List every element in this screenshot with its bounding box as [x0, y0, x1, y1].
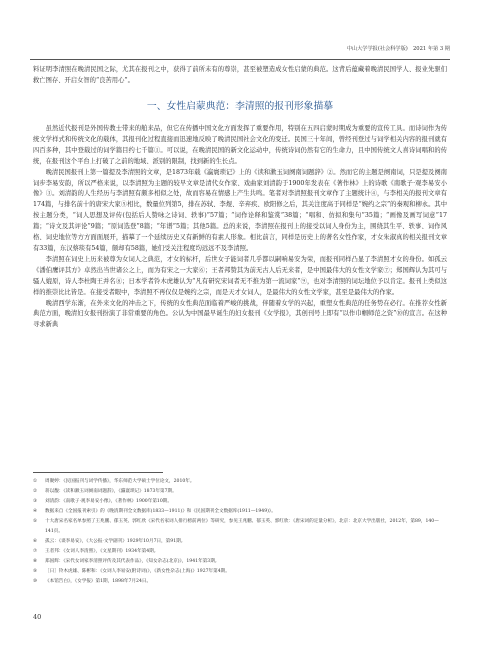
footnote [33, 487, 447, 497]
footnote-text: 数据来自《全国报刊索引》的《晚清期刊全文数据库(1833—1911)》和《民国期刊全文数据库(1911—1949)》。 [45, 509, 276, 514]
footnote-text: ［日］铃木虎雄、陈彬和：《女词人李易安(附诗词)》，《新女性杂志(上海)》1927年第4期。 [45, 569, 230, 574]
footnote-text: 十大唐宋名家名单参照了王兆鹏、郁玉英、郭红欣《宋代名家词人排行榜前两位》等研究，参见王兆鹏、郁玉英、郭红欣：《唐宋词的定量分析》，北京：北京大学出版社，2012年，第89，140—141页。 [45, 519, 439, 534]
intro-paragraph [33, 65, 447, 87]
footnote-number: ⑩ [33, 579, 38, 584]
page-number: 40 [33, 613, 42, 621]
footnote-rule [33, 472, 163, 473]
footnote [33, 507, 447, 517]
footnote [33, 517, 447, 537]
footnote-number: ⑤ [33, 519, 38, 524]
header-rule [30, 59, 450, 60]
footnote-number: ⑦ [33, 549, 38, 554]
running-head: 中山大学学报(社会科学版) 2021 年第 3 期 [346, 46, 450, 52]
footnote [33, 537, 447, 547]
footnote-number: ① [33, 479, 38, 484]
footnote-number: ⑨ [33, 569, 38, 574]
footnote-number: ④ [33, 509, 38, 514]
main-body [33, 124, 447, 331]
footnote [33, 477, 447, 487]
footnote-text: 蒋以馥：《读和漱玉词阕南词题辞》，《瀛寰琐记》1873年第7期。 [45, 489, 177, 494]
footnote [33, 557, 447, 567]
footnote-text: 周聚婷：《民国报刊与词学传播》，华东师范大学硕士学位论文，2010年。 [45, 479, 195, 484]
body-paragraph-2: 晚清民国报刊上第一篇提及李清照的文章，是1873年载《瀛寰琐记》上的《读和漱玉词阕南词题辞》②。然而它的主题是阕南词，只是提及阕南词步李易安韵，所以严格来说，以李清照为主题的较早文章是清代女作家、戏曲家刘清韵于1900年发表在《著作林》上的诗歌《南歌子·观李易安小像》③。刘清韵的人生经历与李清照有颇多相似之处，故而容易在情感上产生共鸣。笔者对李清照报刊文章作了主题统计④，与李相关的报刊文章有174篇，与排名前十的唐宋大家⑤相比，数量位列第5，排在苏轼、李煜、辛弃疾、欧阳修之后，其关注度高于同样是“婉约之宗”的秦观和柳永。其中按主题分类，“词人思想及评传(包括后人赞咏之诗词、轶事)”57篇；“词作诠释和鉴赏”38篇；“唱和、仿拟和集句”35篇；“画像及画写词意”17篇；“诗文及其评论”9篇；“原词选登”8篇；“年谱”5篇；其他5篇。总的来说，李清照在报刊上的接受以词人身份为主，围绕其生平、轶事、词作风格、词史地位等方方面面展开，描摹了一个延续历史又有新鲜的有素人形象。相比前言，同样是历史上的著名女性作家，才女朱淑真的相关报刊文章有33篇，东汉蔡琰有54篇，颇却有58篇，她们受关注程度均远远不及李清照。 [33, 168, 447, 252]
body-paragraph-3: 李清照在词史上历来被尊为女词人之典范，才女的标杆，后世女子能词者几乎都以嗣响易安为荣，而报刊同样凸显了李清照才女的身份。如孤云《潘伯鹰评其方》卓然出当世诸公之上，而为有宋之一大家⑥；王者邦赞其为前无古人后无来者，是中国最伟大的女性文学家⑦；郑国辉认为其可与骚人媲原，诗人李杜陶王并名⑧；日本学者铃木虎雄认为“凡有研究宋词者无不推为第一流词家”⑨，也对李清照的词坛地位予以肯定。报刊上类似这样的推崇比比皆是。在接受者眼中，李清照不再仅仅是婉约之宗，而是天才女词人，是最伟大的女性文学家，甚至是最伟大的作家。 [33, 255, 447, 296]
footnote-text: 刘清韵：《南歌子·观李易安小像》，《著作林》1900年第10期。 [45, 499, 172, 504]
footnotes [33, 477, 447, 587]
body-paragraph-4: 晚清西学东渐，在外来文化的冲击之下，传统的女性典范面临着严峻的挑战，伴随着女学的兴起，重塑女性典范的任务势在必行。在推荐女性新典范方面，晚清妇女报刊扮演了非常重要的角色。公认为中国最早诞生的妇女报刊《女学报》，其创刊号上即有“以作巾帼师范之资”⑩的宣言。在这种寻求新典 [33, 299, 447, 329]
footnote-number: ⑧ [33, 559, 38, 564]
footnote-text: 王者邦：《女词人李清照》，《文星期刊》1934年第4期。 [45, 549, 159, 554]
footnote-text: 郑国辉：《宋代女词家李清照评传及其代表作品》，《知女杂志(北京)》，1941年第3期。 [45, 559, 220, 564]
footnote-number: ② [33, 489, 38, 494]
footnote-number: ③ [33, 499, 38, 504]
footnote [33, 577, 447, 587]
footnote-text: 《本馆告白》，《女学报》第1期，1898年7月24日。 [45, 579, 152, 584]
footnote [33, 547, 447, 557]
footnote-number: ⑥ [33, 539, 38, 544]
body-paragraph-1: 虽然近代报刊是外国传教士带来的舶来品，但它在传播中国文化方面发挥了重要作用，特别在五四启蒙时期成为重要的宣传工具。而诗词作为传统文学样式和传统文化的载体，其报刊化过程直接而迅速地反映了晚清民国社会文化的变迁。民国三十年间，曾经刊登过与词学相关内容的报刊就有四百多种，其中登载过的词学篇目约七千篇①。可以说，在晚清民国的新文化运动中，传统诗词仍然有它的生命力，且中国传统文人喜诗词唱和的传统，在报刊这个平台上打破了之前的地域、派别的限制，找到新的生长点。 [33, 125, 447, 165]
section-title: 一、女性启蒙典范：李清照的报刊形象描摹 [146, 101, 334, 112]
footnote-text: 孤云：《谈李易安》，《大公报·文学副刊》1929年10月7日，第91期。 [45, 539, 186, 544]
intro-text: 料证明李清照在晚清民国之际，尤其在报刊之中，获得了前所未有的尊崇，甚至被塑造成女性启蒙的典范。这背后蕴藏着晚清民国学人、报业先驱们救亡图存、开启女智的“良苦用心”。 [33, 66, 447, 84]
footnote [33, 497, 447, 507]
footnote [33, 567, 447, 577]
